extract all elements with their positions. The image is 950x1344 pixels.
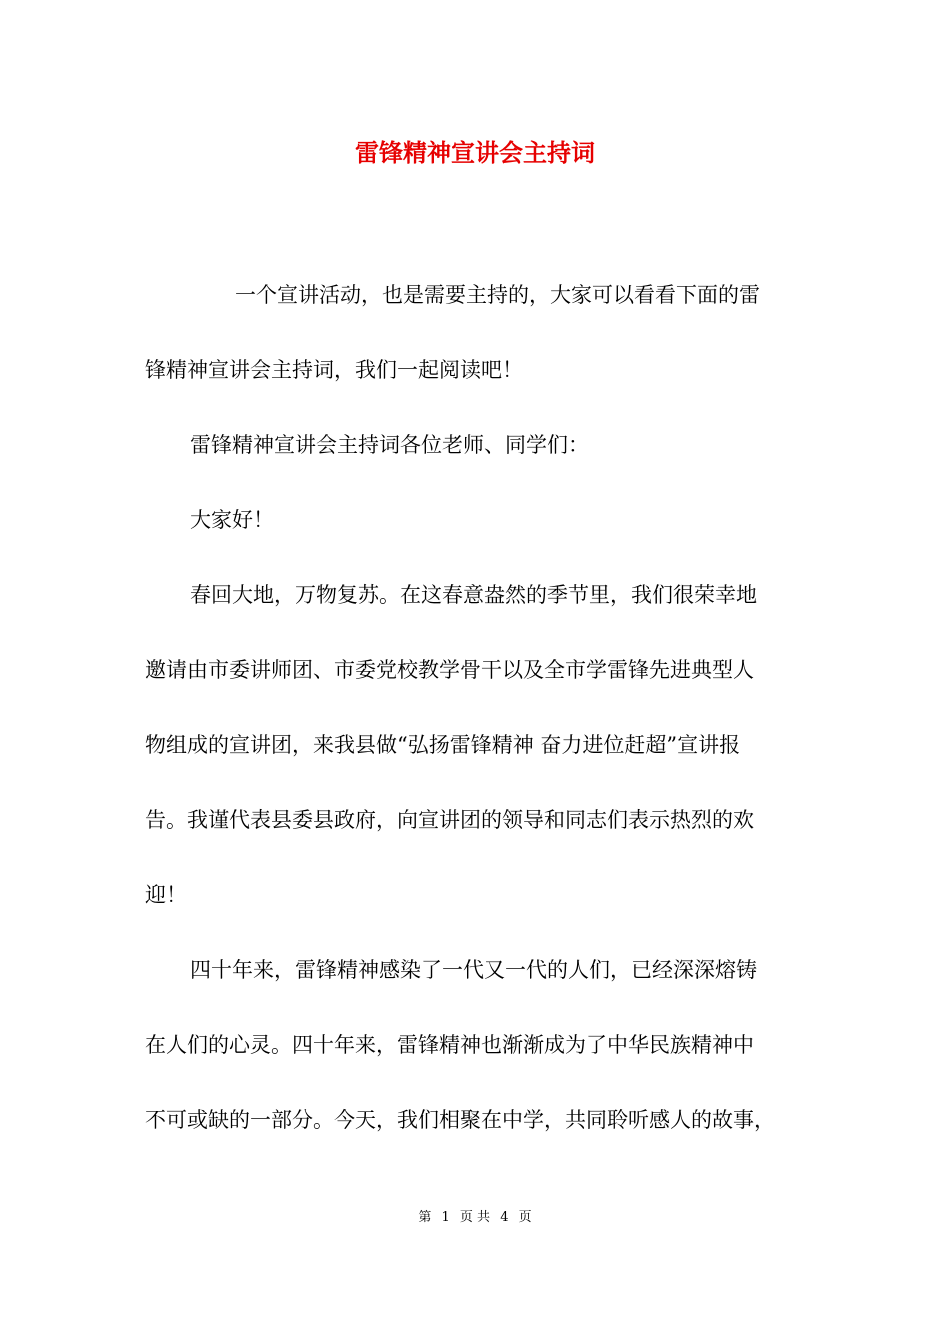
- paragraph-line: 邀请由市委讲师团、市委党校教学骨干以及全市学雷锋先进典型人: [145, 658, 754, 682]
- page-footer: [0, 1208, 950, 1228]
- paragraph-line: 春回大地，万物复苏。在这春意盎然的季节里，我们很荣幸地: [190, 583, 757, 607]
- page-label-mid: 页 共: [459, 1210, 491, 1225]
- paragraph-line: 雷锋精神宣讲会主持词各位老师、同学们：: [190, 433, 589, 457]
- paragraph-line: 四十年来，雷锋精神感染了一代又一代的人们，已经深深熔铸: [190, 958, 757, 982]
- paragraph-line: 迎！: [145, 883, 187, 907]
- paragraph-line: 大家好！: [190, 508, 274, 532]
- paragraph-line: 不可或缺的一部分。今天，我们相聚在中学，共同聆听感人的故事，: [145, 1108, 775, 1132]
- paragraph-line: 一个宣讲活动，也是需要主持的，大家可以看看下面的雷: [235, 283, 760, 307]
- page-label-suffix: 页: [518, 1210, 532, 1225]
- paragraph-line: 物组成的宣讲团，来我县做“弘扬雷锋精神 奋力进位赶超”宣讲报: [145, 733, 741, 757]
- document-body: [145, 275, 807, 1175]
- paragraph-line: 在人们的心灵。四十年来，雷锋精神也渐渐成为了中华民族精神中: [145, 1033, 754, 1057]
- paragraph-line: 锋精神宣讲会主持词，我们一起阅读吧！: [145, 358, 523, 382]
- document-title: 雷锋精神宣讲会主持词: [355, 138, 595, 167]
- paragraph-line: 告。我谨代表县委县政府，向宣讲团的领导和同志们表示热烈的欢: [145, 808, 754, 832]
- current-page-number: 1: [441, 1210, 450, 1225]
- page-label-prefix: 第: [418, 1210, 432, 1225]
- total-pages-number: 4: [500, 1210, 509, 1225]
